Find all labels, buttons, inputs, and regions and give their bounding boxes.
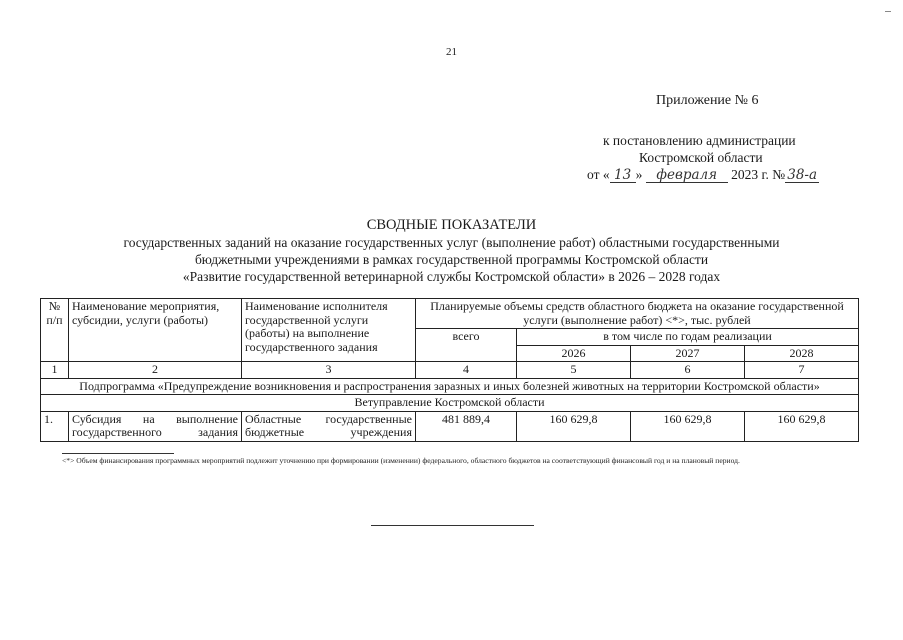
footnote-divider	[62, 453, 174, 454]
column-number-row	[41, 362, 859, 379]
header-by-year: в том числе по годам реализации	[517, 329, 859, 346]
row-2027: 160 629,8	[631, 411, 745, 441]
handwritten-day: 13	[610, 168, 636, 183]
column-number: 5	[517, 362, 631, 379]
indicators-table	[40, 298, 859, 442]
title-line-1: государственных заданий на оказание государственных услуг (выполнение работ) областными государственными	[123, 235, 780, 250]
handwritten-decree-number: 38-а	[785, 168, 819, 183]
corner-mark	[885, 11, 891, 12]
footnote: <*> Объем финансирования программных мероприятий подлежит уточнению при формировании (изменении) федерального, областного бюджетов на соответствующий финансовый год и на плановый период.	[62, 456, 740, 465]
row-executor: Областные государственные бюджетные учреждения	[242, 411, 416, 441]
header-planned-volumes: Планируемые объемы средств областного бюджета на оказание государственной услуги (выполнение работ) <*>, тыс. рублей	[416, 299, 859, 329]
header-total: всего	[416, 329, 517, 362]
title-line-3: «Развитие государственной ветеринарной службы Костромской области» в 2026 – 2028 годах	[182, 269, 721, 284]
title-line-2: бюджетными учреждениями в рамках государственной программы Костромской области	[194, 252, 709, 267]
column-number: 4	[416, 362, 517, 379]
column-number: 1	[41, 362, 69, 379]
handwritten-month: февраля	[646, 168, 728, 183]
header-year-2026: 2026	[517, 345, 631, 362]
header-year-2027: 2027	[631, 345, 745, 362]
appendix-label: Приложение № 6	[656, 93, 759, 108]
row-2026: 160 629,8	[517, 411, 631, 441]
decree-date-line	[587, 167, 819, 183]
end-of-document-line	[371, 525, 534, 526]
subprogram-row: Подпрограмма «Предупреждение возникновения и распространения заразных и иных болезней животных на территории Костромской области»	[41, 378, 859, 395]
header-executor: Наименование исполнителя государственной услуги (работы) на выполнение государственного задания	[242, 299, 416, 362]
row-2028: 160 629,8	[745, 411, 859, 441]
row-total: 481 889,4	[416, 411, 517, 441]
column-number: 3	[242, 362, 416, 379]
column-number: 2	[69, 362, 242, 379]
decree-line-1: к постановлению администрации	[603, 133, 796, 148]
agency-row: Ветуправление Костромской области	[41, 395, 859, 412]
header-year-2028: 2028	[745, 345, 859, 362]
decree-quote-close: »	[635, 167, 643, 182]
decree-line-2: Костромской области	[639, 150, 763, 165]
header-activity: Наименование мероприятия, субсидии, услуги (работы)	[69, 299, 242, 362]
row-num: 1.	[41, 411, 69, 441]
document-title	[40, 217, 863, 285]
decree-year-text: 2023 г. №	[731, 167, 786, 182]
decree-from-label: от «	[587, 167, 610, 182]
page-number: 21	[446, 46, 457, 58]
title-heading: СВОДНЫЕ ПОКАЗАТЕЛИ	[366, 217, 537, 233]
row-activity: Субсидия на выполнение государственного задания	[69, 411, 242, 441]
column-number: 7	[745, 362, 859, 379]
header-num: № п/п	[41, 299, 69, 362]
table-row	[41, 411, 859, 441]
column-number: 6	[631, 362, 745, 379]
